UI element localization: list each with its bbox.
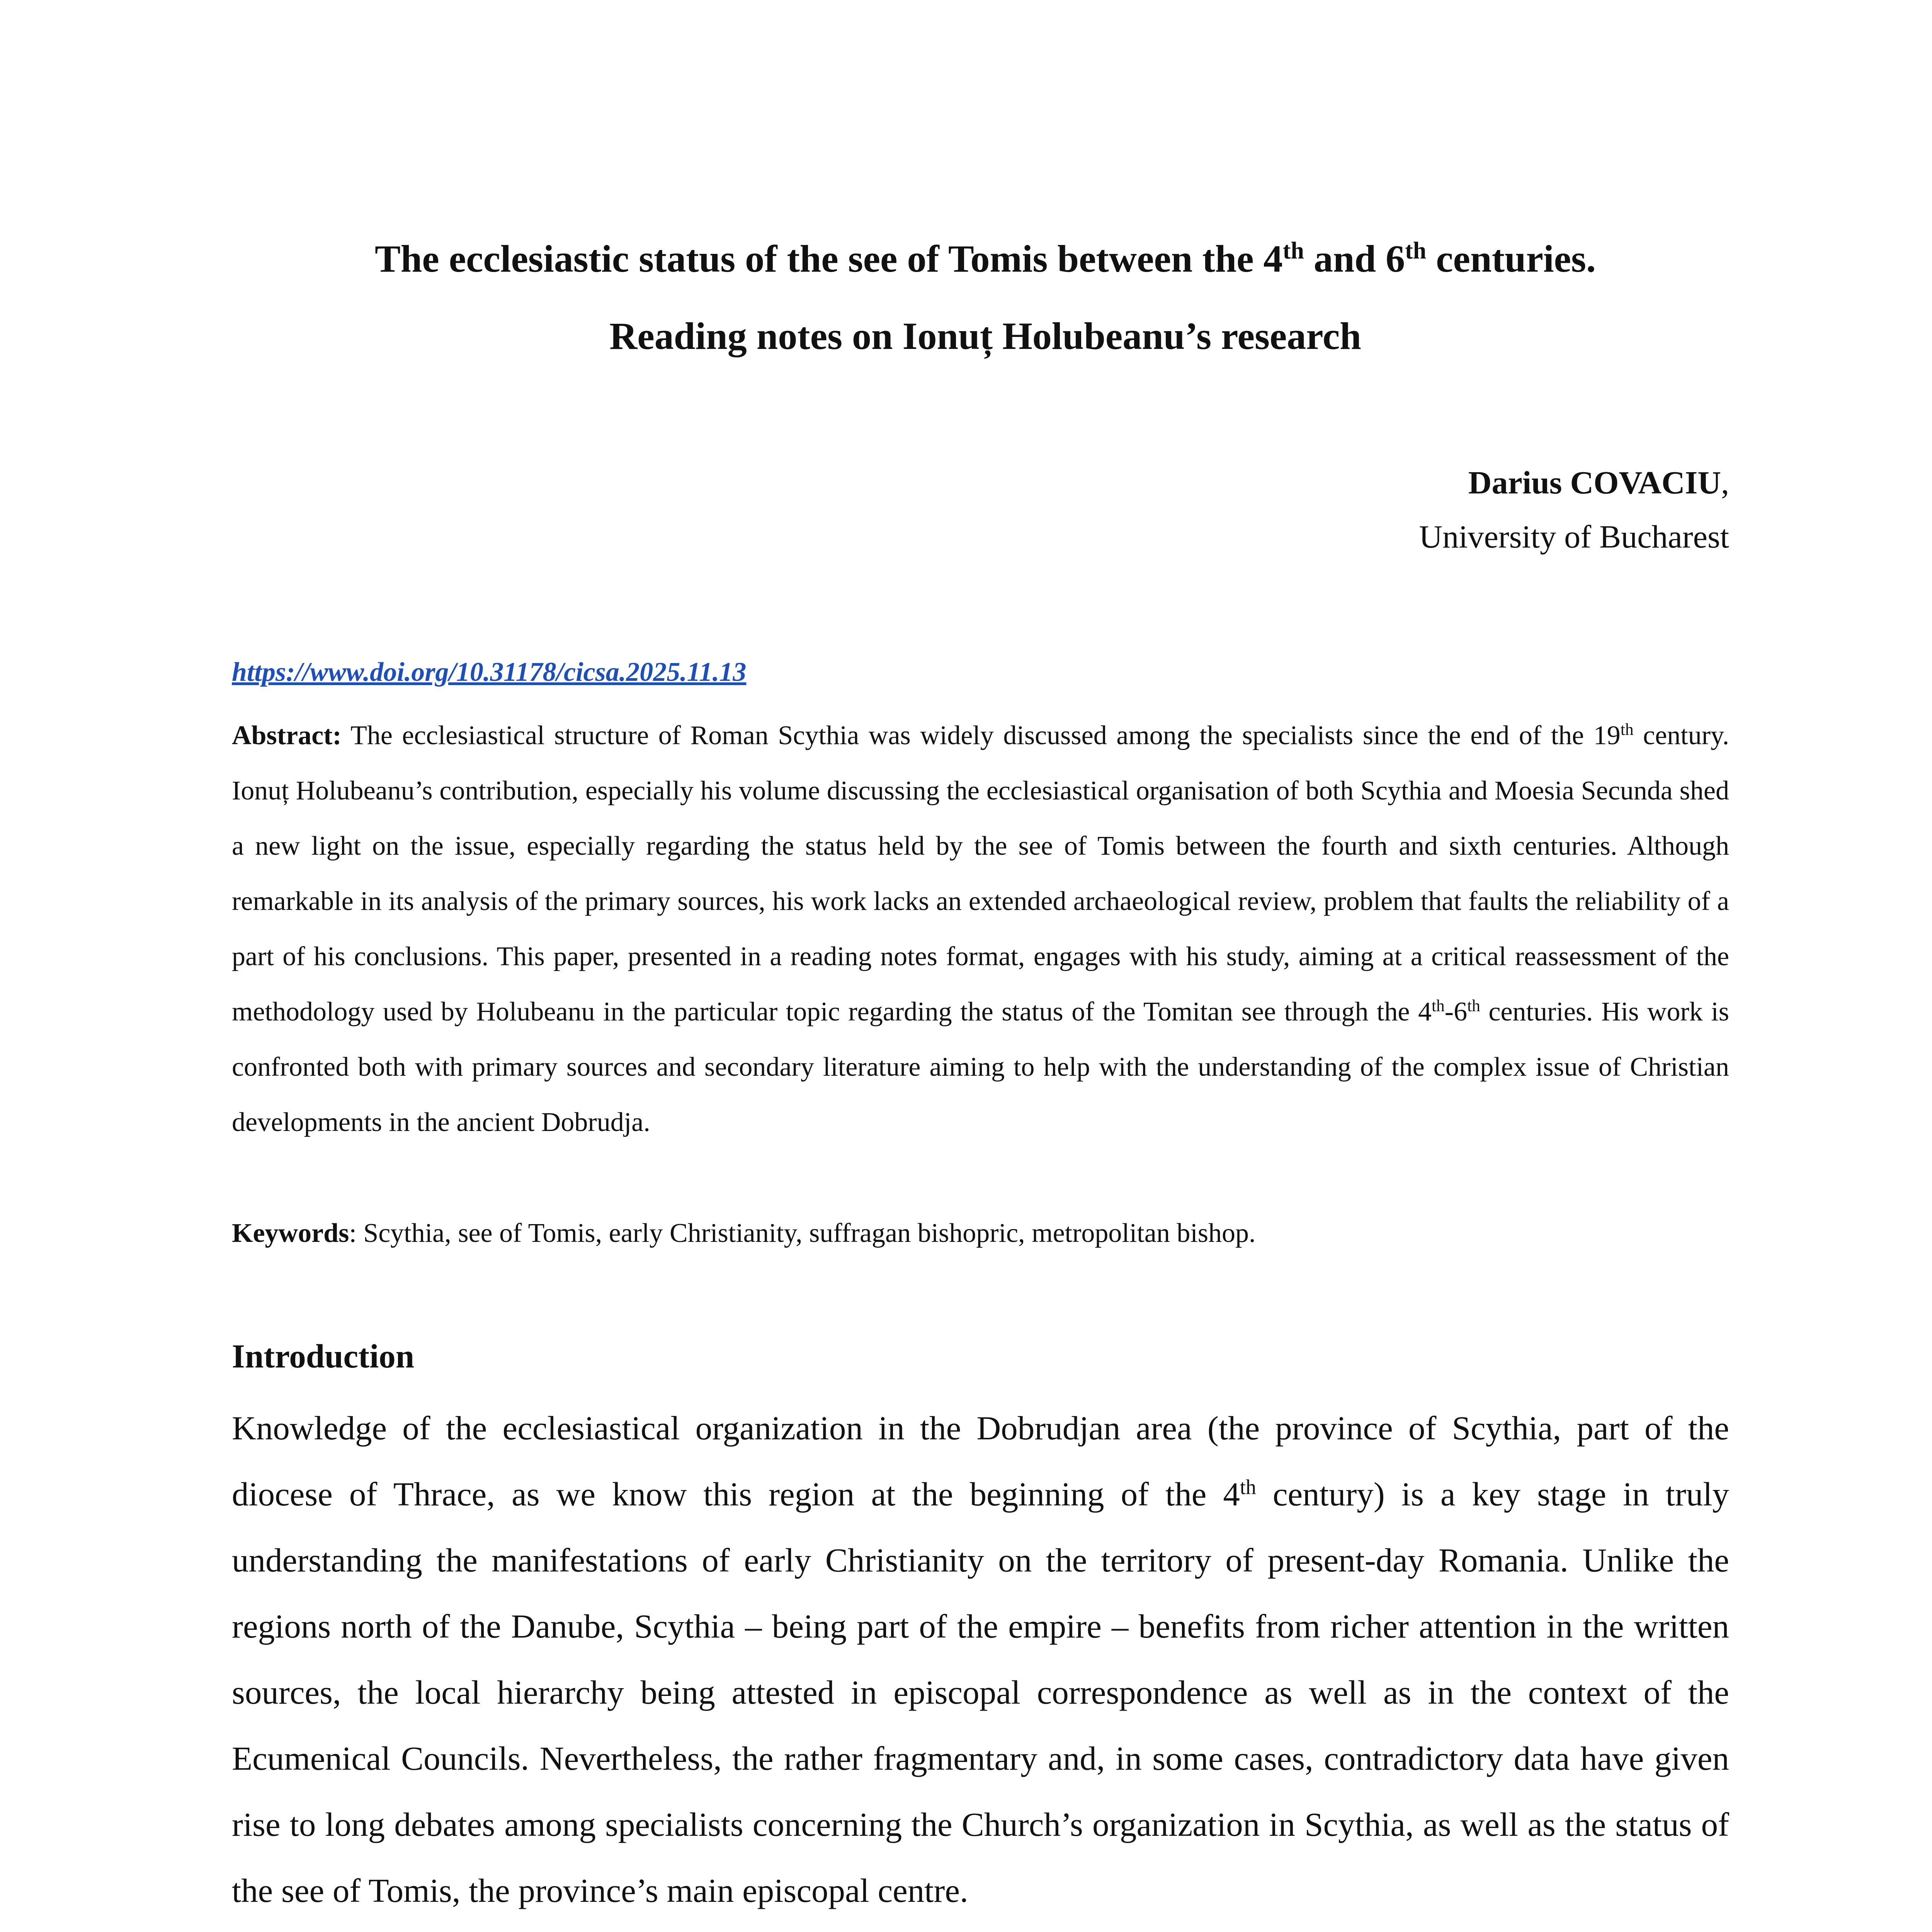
article-title-line-1: The ecclesiastic status of the see of Tomis between the 4th and 6th centuries.: [375, 237, 1596, 280]
keywords: Keywords: Scythia, see of Tomis, early Christianity, suffragan bishopric, metropolitan bishop.: [232, 1218, 1256, 1248]
article-title-line-2: Reading notes on Ionuț Holubeanu’s research: [609, 315, 1361, 357]
doi-link[interactable]: https://www.doi.org/10.31178/cicsa.2025.11.13: [232, 657, 747, 687]
author-block: [1419, 456, 1729, 564]
author-affiliation: University of Bucharest: [1419, 519, 1729, 555]
paragraph: Knowledge of the ecclesiastical organization in the Dobrudjan area (the province of Scythia, part of the diocese of Thrace, as we know this region at the beginning of the 4th century) is a key stage in truly understanding the manifestations of early Christianity on the territory of present-day Romania. Unlike the regions north of the Danube, Scythia – being part of the empire – benefits from richer attention in the written sources, the local hierarchy being attested in episcopal correspondence as well as in the context of the Ecumenical Councils. Nevertheless, the rather fragmentary and, in some cases, contradictory data have given rise to long debates among specialists concerning the Church’s organization in Scythia, as well as the status of the see of Tomis, the province’s main episcopal centre.: [232, 1409, 1729, 1909]
keywords-label: Keywords: [232, 1218, 349, 1248]
section-heading-introduction: Introduction: [232, 1337, 415, 1375]
introduction-body: [232, 1395, 1729, 1932]
abstract: Abstract: The ecclesiastical structure of Roman Scythia was widely discussed among the specialists since the end of the 19th century. Ionuț Holubeanu’s contribution, especially his volume discussing the ecclesiastical organisation of both Scythia and Moesia Secunda shed a new light on the issue, especially regarding the status held by the see of Tomis between the fourth and sixth centuries. Although remarkable in its analysis of the primary sources, his work lacks an extended archaeological review, problem that faults the reliability of a part of his conclusions. This paper, presented in a reading notes format, engages with his study, aiming at a critical reassessment of the methodology used by Holubeanu in the particular topic regarding the status of the Tomitan see through the 4th-6th centuries. His work is confronted both with primary sources and secondary literature aiming to help with the understanding of the complex issue of Christian developments in the ancient Dobrudja.: [232, 720, 1729, 1137]
paragraph: [232, 1923, 1729, 1932]
abstract-label: Abstract:: [232, 721, 342, 750]
author-name: Darius COVACIU,: [1468, 465, 1729, 501]
